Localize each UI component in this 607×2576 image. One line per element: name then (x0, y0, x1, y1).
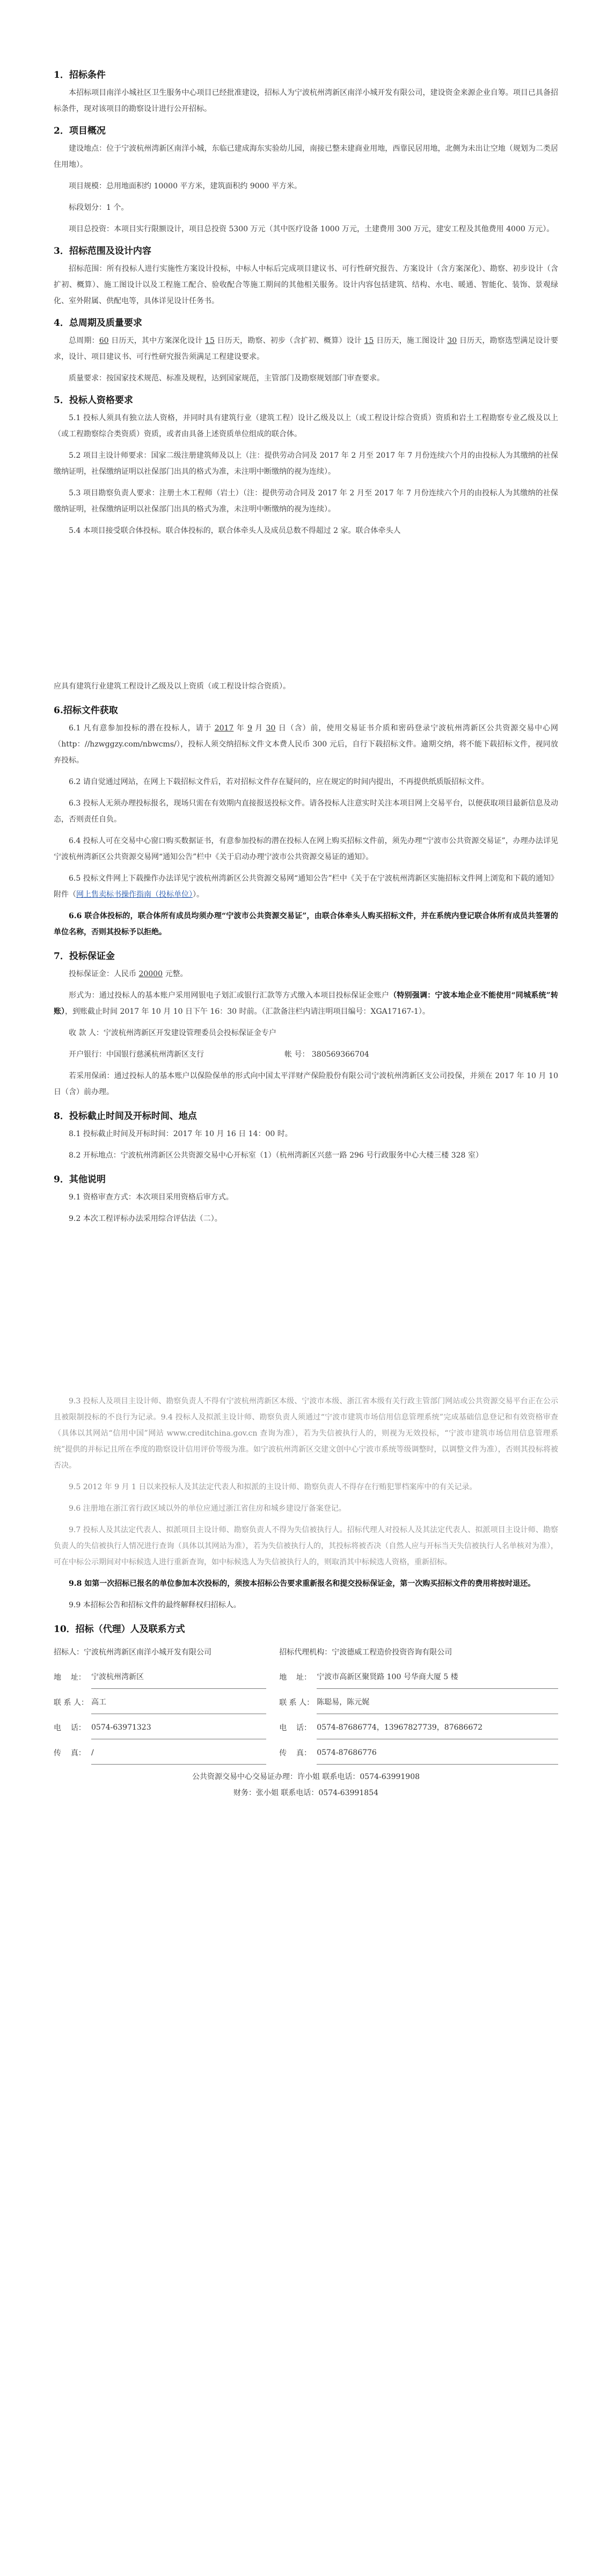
fax-label: 传 真： (54, 1748, 86, 1758)
download-6-6: 6.6 联合体投标的，联合体所有成员均须办理“宁波市公共资源交易证”，由联合体牵头人购买招标文件，并在系统内登记联合体所有成员共签署的单位名称，否则其投标予以拒绝。 (54, 912, 558, 936)
location-text: 建设地点：位于宁波杭州湾新区南洋小城，东临已建成海东实验幼儿园，南接已整未建商业用地，西靠民居用地，北侧为未出让空地（规划为二类居住用地）。 (54, 144, 558, 169)
address-label: 地 址： (54, 1673, 86, 1682)
tenderer-phone: 0574-63971323 (91, 1714, 266, 1739)
other-9-7: 9.7 投标人及其法定代表人、拟派项目主设计师、勘察负责人不得为失信被执行人。招标代理人对投标人及其法定代表人、拟派项目主设计师、勘察负责人的失信被执行人情况进行查询（具体以其网站为准），若为失信被执行人的，其投标将被否决（自然人应与开标当天失信被执行人名单核对为准），可在中标公示期间对中标候选人进行重新查询，如中标候选人为失信被执行人的，则取消其中标候选人资格，重新招标。 (54, 1526, 558, 1567)
other-9-9: 9.9 本招标公告和招标文件的最终解释权归招标人。 (69, 1601, 241, 1609)
other-9-6: 9.6 注册地在浙江省行政区域以外的单位应通过浙江省住房和城乡建设厅备案登记。 (69, 1504, 346, 1513)
tender-announcement (54, 63, 558, 1801)
section-5-title: 5．投标人资格要求 (54, 395, 133, 406)
section-8-title: 8．投标截止时间及开标时间、地点 (54, 1111, 197, 1122)
qualification-5-2: 5.2 项目主设计师要求：国家二级注册建筑师及以上（注：提供劳动合同及 2017 年 2 月至 2017 年 7 月份连续六个月的由投标人为其缴纳的社保缴纳证明，社保缴纳证明以社保部门出具的格式为准，未注明中断缴纳的视为连续）。 (54, 451, 558, 476)
deposit-bank: 开户银行：中国银行慈溪杭州湾新区支行 帐 号： 380569366704 (69, 1050, 369, 1059)
download-6-1: 6.1 凡有意参加投标的潜在投标人，请于 2017 年 9 月 30 日（含）前，使用交易证书介质和密码登录宁波杭州湾新区公共资源交易中心网（http：//hzwggzy.com/nbwcms/），投标人须交纳招标文件文本费人民币 300 元后，自行下载招标文件。逾期交纳，将不能下载招标文件，视同放弃投标。 (54, 724, 558, 765)
deposit-method: 形式为：通过投标人的基本账户采用网银电子划汇或银行汇款等方式缴入本项目投标保证金账户（特别强调：宁波本地企业不能使用“同城系统”转账），到账截止时间 2017 年 10 月 10 日下午 16：30 时前。（汇款备注栏内请注明项目编号：XGA17167-1）。 (54, 991, 559, 1016)
qualification-5-1: 5.1 投标人须具有独立法人资格，并同时具有建筑行业（建筑工程）设计乙级及以上（或工程设计综合资质）资质和岩土工程勘察专业乙级及以上（或工程勘察综合类资质）资质，或者由具备上述资质单位组成的联合体。 (54, 414, 558, 438)
lot-text: 标段划分：1 个。 (69, 203, 129, 212)
section-3-title: 3．招标范围及设计内容 (54, 246, 151, 257)
section-4-title: 4．总周期及质量要求 (54, 318, 142, 328)
other-9-8: 9.8 如第一次招标已报名的单位参加本次投标的，须按本招标公告要求重新报名和提交投标保证金，第一次购买招标文件的费用将按时退还。 (69, 1579, 536, 1588)
other-9-2: 9.2 本次工程评标办法采用综合评估法（二）。 (69, 1214, 222, 1223)
download-6-4: 6.4 投标人可在交易中心窗口购买数据证书，有意参加投标的潜在投标人在网上购买招标文件前，须先办理“宁波市公共资源交易证”，办理办法详见宁波杭州湾新区公共资源交易网“通知公告”栏中《关于启动办理宁波市公共资源交易证的通知》。 (54, 837, 558, 861)
agency-contact-label: 联 系 人： (279, 1698, 315, 1707)
page-break-gap (54, 544, 558, 678)
qualification-5-4: 5.4 本项目接受联合体投标。联合体投标的，联合体牵头人及成员总数不得超过 2 家。联合体牵头人 (69, 526, 401, 535)
contact-table (54, 1639, 558, 1765)
agency-phone: 0574-87686774，13967827739，87686672 (317, 1714, 558, 1739)
contact-label: 联 系 人： (54, 1698, 89, 1707)
agency-name: 招标代理机构：宁波德威工程造价投资咨询有限公司 (279, 1648, 452, 1657)
section-6-title: 6.招标文件获取 (54, 705, 118, 716)
exchange-center-contact: 公共资源交易中心交易证办理：许小姐 联系电话：0574-63991908 (192, 1773, 420, 1781)
section-7-title: 7．投标保证金 (54, 951, 115, 962)
section-1-title: 1．招标条件 (54, 70, 106, 80)
other-9-1: 9.1 资格审查方式：本次项目采用资格后审方式。 (69, 1193, 233, 1202)
deposit-guarantee: 若采用保函：通过投标人的基本账户以保险保单的形式向中国太平洋财产保险股份有限公司宁波杭州湾新区支公司投保，并须在 2017 年 10 月 10 日（含）前办理。 (54, 1072, 558, 1096)
page-break-gap-2 (54, 1232, 558, 1393)
agency-contact: 陈聪易，陈元娓 (317, 1689, 558, 1714)
venue-text: 8.2 开标地点：宁波杭州湾新区公共资源交易中心开标室（1）（杭州湾新区兴慈一路 296 号行政服务中心大楼三楼 328 室） (69, 1151, 483, 1160)
deposit-payee: 收 款 人：宁波杭州湾新区开发建设管理委员会投标保证金专户 (69, 1029, 276, 1037)
qualification-5-4-cont: 应具有建筑行业建筑工程设计乙级及以上资质（或工程设计综合资质）。 (54, 682, 290, 691)
download-6-2: 6.2 请自觉通过网站，在网上下载招标文件后，若对招标文件存在疑问的，应在规定的时间内提出，不再提供纸质版招标文件。 (69, 778, 489, 786)
deposit-amount: 投标保证金：人民币 20000 元整。 (69, 970, 188, 978)
phone-label: 电 话： (54, 1723, 86, 1732)
quality-text: 质量要求：按国家技术规范、标准及规程，达到国家规范，主管部门及勘察规划部门审查要求。 (69, 374, 384, 383)
investment-text: 项目总投资：本项目实行限额设计，项目总投资 5300 万元（其中医疗设备 1000 万元，土建费用 300 万元，建安工程及其他费用 4000 万元）。 (69, 225, 554, 233)
scope-text: 招标范围：所有投标人进行实施性方案设计投标，中标人中标后完成项目建议书、可行性研究报告、方案设计（含方案深化）、勘察、初步设计（含扩初、概算）、施工图设计以及工程施工配合、验收配合等施工期间的其他相关服务。设计内容包括建筑、结构、水电、暖通、智能化、装饰、景观绿化、室外附属、供配电等，具体详见设计任务书。 (54, 265, 558, 305)
period-text: 总周期：60 日历天，其中方案深化设计 15 日历天，勘察、初步（含扩初、概算）设计 15 日历天，施工图设计 30 日历天，勘察选型满足设计要求，设计、项目建议书、可行性研究报告须满足工程建设要求。 (54, 336, 559, 361)
tenderer-contact: 高工 (91, 1689, 266, 1714)
finance-contact: 财务：张小姐 联系电话：0574-63991854 (233, 1789, 379, 1797)
agency-fax-label: 传 真： (279, 1748, 312, 1758)
download-guide-link[interactable]: 网上售卖标书操作指南（投标单位） (76, 890, 193, 899)
section-9-title: 9．其他说明 (54, 1174, 106, 1185)
section-1-text: 本招标项目南洋小城社区卫生服务中心项目已经批准建设，招标人为宁波杭州湾新区南洋小城开发有限公司，建设资金来源企业自筹。项目已具备招标条件，现对该项目的勘察设计进行公开招标。 (54, 89, 558, 113)
download-6-3: 6.3 投标人无须办理投标报名，现场只需在有效期内直接报送投标文件。请各投标人注意实时关注本项目网上交易平台，以便获取项目最新信息及动态，否则责任自负。 (54, 799, 558, 824)
other-9-3-9-4: 9.3 投标人及项目主设计师、勘察负责人不得有宁波杭州湾新区本级、宁波市本级、浙江省本级有关行政主管部门网站或公共资源交易平台正在公示且被限制投标的不良行为记录。9.4 投标人及拟派主设计师、勘察负责人须通过“宁波市建筑市场信用信息管理系统”完成基础信息登记和有效资格审查（具体以其网站“信用中国”网站 www.creditchina.gov.cn 查询为准），若为失信被执行人的，则视为无效投标，“宁波市建筑市场信用信息管理系统”提供的并标记且所在季度的勘察设计信用评价等级为准。如宁波杭州湾新区交建文创中心宁波市系统等级调整时，以调整文件为准），否则其投标将被否决。 (54, 1397, 558, 1470)
agency-address-label: 地 址： (279, 1673, 312, 1682)
qualification-5-3: 5.3 项目勘察负责人要求：注册土木工程师（岩土）（注：提供劳动合同及 2017 年 2 月至 2017 年 7 月份连续六个月的由投标人为其缴纳的社保缴纳证明，社保缴纳证明以社保部门出具的格式为准，未注明中断缴纳的视为连续）。 (54, 489, 558, 514)
agency-fax: 0574-87686776 (317, 1739, 558, 1765)
agency-phone-label: 电 话： (279, 1723, 312, 1732)
section-2-title: 2．项目概况 (54, 126, 106, 136)
tenderer-address: 宁波杭州湾新区 (91, 1664, 266, 1689)
tenderer-fax: / (91, 1739, 266, 1765)
scale-text: 项目规模：总用地面积约 10000 平方米，建筑面积约 9000 平方米。 (69, 182, 302, 191)
tenderer-name: 招标人：宁波杭州湾新区南洋小城开发有限公司 (54, 1648, 211, 1657)
download-6-5: 6.5 投标文件网上下载操作办法详见宁波杭州湾新区公共资源交易网“通知公告”栏中《关于在宁波杭州湾新区实施招标文件网上浏览和下载的通知》附件（网上售卖标书操作指南（投标单位））。 (54, 874, 558, 899)
agency-address: 宁波市高新区聚贤路 100 号华商大厦 5 楼 (317, 1664, 558, 1689)
deadline-text: 8.1 投标截止时间及开标时间：2017 年 10 月 16 日 14：00 时。 (69, 1130, 292, 1138)
section-10-title: 10．招标（代理）人及联系方式 (54, 1624, 185, 1635)
other-9-5: 9.5 2012 年 9 月 1 日以来投标人及其法定代表人和拟派的主设计师、勘察负责人不得存在行贿犯罪档案库中的有关记录。 (69, 1483, 477, 1491)
